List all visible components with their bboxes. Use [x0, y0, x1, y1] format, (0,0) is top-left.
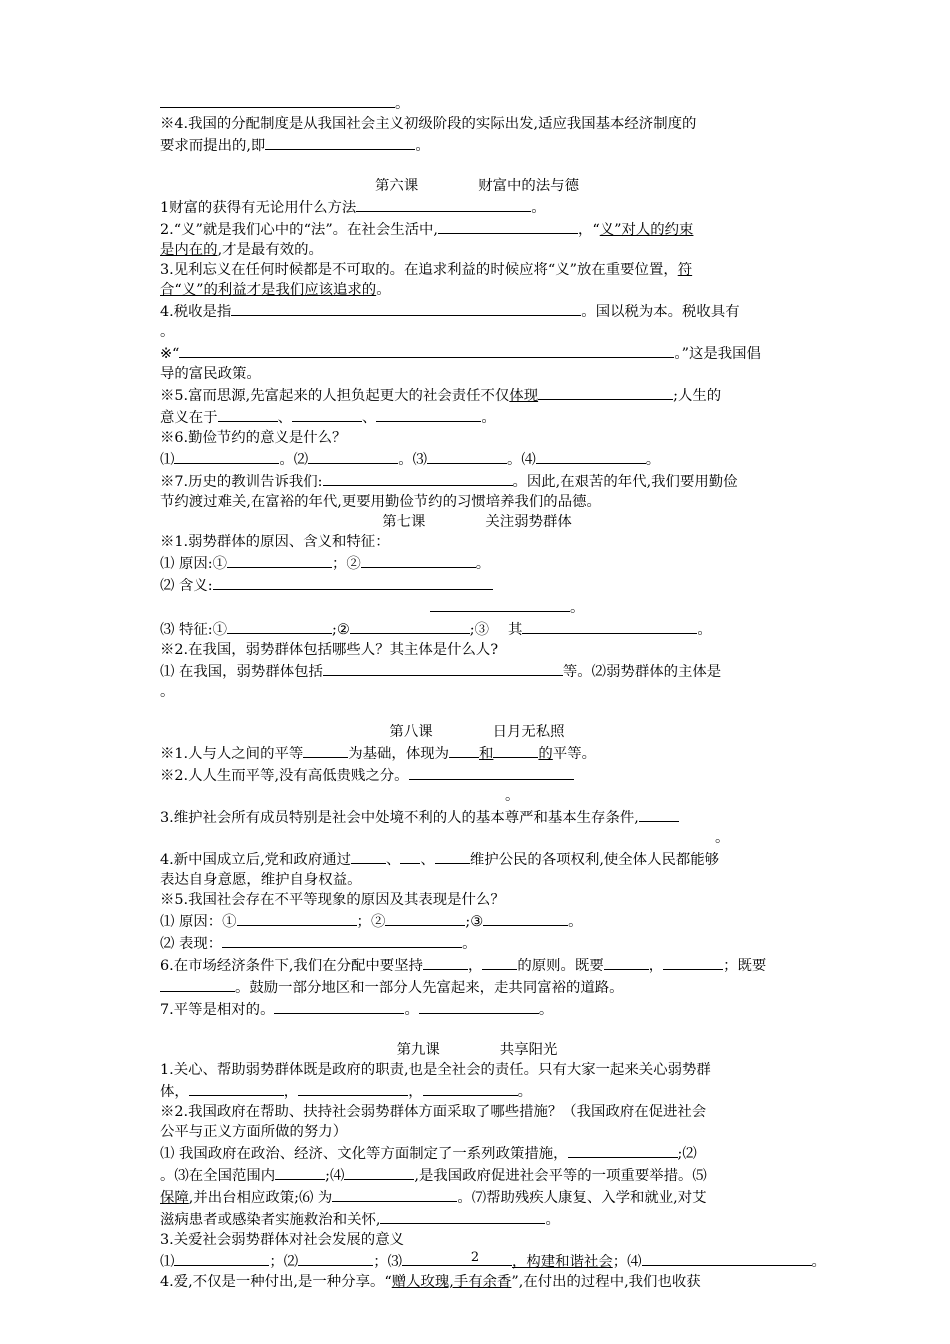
- fill-blank[interactable]: [189, 1080, 284, 1096]
- item-marker: ⑴: [160, 1254, 175, 1270]
- text: 、: [386, 852, 401, 868]
- fill-blank[interactable]: [218, 406, 278, 422]
- worksheet-body: [160, 92, 826, 1292]
- text-line: [160, 260, 794, 280]
- text: 特征:①: [178, 622, 227, 638]
- text-line: [160, 1272, 794, 1292]
- text: 。: [505, 788, 520, 804]
- underlined-text: 的: [538, 746, 553, 762]
- text: 3.关爱社会弱势群体对社会发展的意义: [160, 1232, 404, 1248]
- text-line: [160, 1060, 794, 1080]
- fill-blank[interactable]: [174, 448, 279, 464]
- text-line: [160, 492, 794, 512]
- underlined-text: 体现: [509, 388, 539, 404]
- lesson-number: 第九课: [396, 1042, 440, 1058]
- lesson-number: 第八课: [389, 724, 433, 740]
- text: 滋病患者或感染者实施救治和关怀,: [160, 1212, 381, 1228]
- text: 。: [715, 830, 730, 846]
- fill-blank[interactable]: [361, 552, 476, 568]
- text: ;⑵: [677, 1146, 697, 1162]
- text: ；⑷: [612, 1254, 642, 1270]
- fill-blank[interactable]: [213, 574, 493, 590]
- text: ※2.我国政府在帮助、扶持社会弱势群体方面采取了哪些措施？（我国政府在促进社会: [160, 1104, 707, 1120]
- fill-blank[interactable]: [604, 954, 649, 970]
- fill-blank[interactable]: [483, 910, 568, 926]
- fill-blank[interactable]: [344, 1164, 414, 1180]
- text: ；⑶: [373, 1254, 402, 1270]
- text-line: [160, 196, 794, 218]
- lesson-title: [160, 1040, 794, 1060]
- item-marker: ⑴: [160, 914, 179, 930]
- text-line: [160, 1164, 794, 1186]
- text: ；②: [332, 556, 361, 572]
- underlined-text: 合“义”的利益才是我们应该追求的: [160, 282, 377, 298]
- text: 。: [481, 410, 496, 426]
- text-line: [160, 682, 794, 702]
- text-line: [160, 1208, 794, 1230]
- text: 体，: [160, 1084, 189, 1100]
- lesson-name: 共享阳光: [499, 1042, 558, 1058]
- text: 。: [415, 138, 430, 154]
- fill-blank[interactable]: [292, 406, 362, 422]
- fill-blank[interactable]: [663, 954, 723, 970]
- text: 、: [277, 410, 292, 426]
- text-line: [160, 910, 794, 932]
- spacer: [160, 156, 794, 176]
- fill-blank[interactable]: [438, 218, 578, 234]
- lesson-title: [160, 512, 794, 532]
- text: 节约渡过难关,在富裕的年代,更要用勤俭节约的习惯培养我们的品德。: [160, 494, 601, 510]
- text: ;人生的: [673, 388, 722, 404]
- text-line: [160, 532, 794, 552]
- text: 4.爱,不仅是一种付出,是一种分享。“: [160, 1274, 392, 1290]
- fill-blank[interactable]: [274, 998, 404, 1014]
- text-line: [160, 218, 794, 240]
- lesson-number: 第六课: [375, 178, 419, 194]
- item-marker: ⑵: [160, 936, 179, 952]
- text: 。: [697, 622, 712, 638]
- text: 的原则。既要: [517, 958, 604, 974]
- fill-blank[interactable]: [400, 848, 420, 864]
- text-line: [160, 322, 794, 342]
- text: 公平与正义方面所做的努力）: [160, 1124, 348, 1140]
- text-line: [160, 870, 794, 890]
- text: ※1.弱势群体的原因、含义和特征：: [160, 534, 390, 550]
- fill-blank[interactable]: [237, 910, 357, 926]
- item-marker: ⑴: [160, 1146, 179, 1162]
- text: 在我国，弱势群体包括: [178, 664, 323, 680]
- fill-blank[interactable]: [493, 742, 538, 758]
- text: ;③ 其: [469, 622, 523, 638]
- text: 表达自身意愿，维护自身权益。: [160, 872, 362, 888]
- text: 、: [420, 852, 435, 868]
- fill-blank[interactable]: [536, 448, 646, 464]
- text: 等。⑵弱势群体的主体是: [562, 664, 722, 680]
- fill-blank[interactable]: [160, 976, 235, 992]
- text: 。: [811, 1254, 826, 1270]
- text-line: [160, 660, 794, 682]
- underlined-text: 是内在的: [160, 242, 218, 258]
- text: 。: [395, 96, 410, 112]
- fill-blank[interactable]: [298, 1080, 408, 1096]
- underlined-text: 义”对人的约束: [599, 222, 694, 238]
- fill-blank[interactable]: [356, 196, 531, 212]
- text: 为基础，体现为: [348, 746, 449, 762]
- text: 。: [517, 1084, 533, 1100]
- fill-blank[interactable]: [376, 406, 481, 422]
- text-line: [160, 574, 794, 596]
- text: 我国政府在政治、经济、文化等方面制定了一系列政策措施，: [178, 1146, 568, 1162]
- text: 。⑵: [279, 452, 309, 468]
- text: ；②: [356, 914, 386, 930]
- text-line: [160, 618, 794, 640]
- text: ,并出台相应政策;⑹ 为: [188, 1190, 333, 1206]
- text: 。: [376, 282, 391, 298]
- text: ;③: [465, 914, 484, 930]
- text: 。因此,在艰苦的年代,我们要用勤俭: [512, 474, 738, 490]
- text-line: [160, 596, 794, 618]
- text: 7.平等是相对的。: [160, 1002, 275, 1018]
- underlined-text: 赠人玫瑰,手有余香: [391, 1274, 512, 1290]
- text: 3.见利忘义在任何时候都是不可取的。在追求利益的时候应将“义”放在重要位置，: [160, 262, 678, 278]
- text: ;⑷: [325, 1168, 345, 1184]
- text-line: [160, 114, 794, 134]
- fill-blank[interactable]: [409, 764, 574, 780]
- text-line: [160, 954, 794, 976]
- lesson-title: [160, 176, 794, 196]
- text-line: [160, 448, 794, 470]
- text-line: [160, 976, 794, 998]
- fill-blank[interactable]: [351, 848, 386, 864]
- fill-blank[interactable]: [380, 1208, 545, 1224]
- fill-blank[interactable]: [482, 954, 517, 970]
- text: 3.维护社会所有成员特别是社会中处境不利的人的基本尊严和基本生存条件,: [160, 810, 639, 826]
- underlined-text: ，构建和谐社会: [512, 1254, 613, 1270]
- fill-blank[interactable]: [423, 1080, 518, 1096]
- fill-blank[interactable]: [385, 910, 465, 926]
- text-line: [160, 1142, 794, 1164]
- text: 6.在市场经济条件下,我们在分配中要坚持: [160, 958, 423, 974]
- fill-blank[interactable]: [350, 618, 470, 634]
- fill-blank[interactable]: [435, 848, 470, 864]
- text: 。”这是我国倡: [674, 346, 761, 362]
- text: 、: [361, 410, 377, 426]
- text: ，: [467, 958, 483, 974]
- text: ,才是最有效的。: [217, 242, 323, 258]
- text: 维护公民的各项权利,使全体人民都能够: [469, 852, 720, 868]
- text-line: [160, 470, 794, 492]
- text: 意义在于: [160, 410, 218, 426]
- text-line: [160, 342, 794, 364]
- fill-blank[interactable]: [303, 742, 348, 758]
- item-marker: ⑵: [160, 578, 179, 594]
- text: ，: [283, 1084, 299, 1100]
- text: ，: [408, 1084, 423, 1100]
- underlined-text: 保障: [160, 1190, 189, 1206]
- text: ※6.勤俭节约的意义是什么？: [160, 430, 347, 446]
- text-line: [160, 300, 794, 322]
- text: 。: [545, 1212, 560, 1228]
- fill-blank[interactable]: [323, 470, 513, 486]
- lesson-name: 关注弱势群体: [485, 514, 572, 530]
- fill-blank[interactable]: [323, 660, 563, 676]
- fill-blank[interactable]: [227, 618, 332, 634]
- text: 4.税收是指: [160, 304, 232, 320]
- text-line: [160, 1122, 794, 1142]
- text-line: [160, 1080, 794, 1102]
- text-line: [160, 848, 794, 870]
- text: ，: [648, 958, 664, 974]
- fill-blank[interactable]: [419, 998, 539, 1014]
- text: ※5.我国社会存在不平等现象的原因及其表现是什么？: [160, 892, 505, 908]
- fill-blank[interactable]: [332, 1186, 457, 1202]
- text: ；既要: [723, 958, 767, 974]
- text-line: [160, 364, 794, 384]
- fill-blank[interactable]: [160, 92, 395, 108]
- item-marker: ⑴: [160, 664, 179, 680]
- text-line: [160, 1230, 794, 1250]
- text: 。: [160, 684, 175, 700]
- lesson-name: 财富中的法与德: [478, 178, 579, 194]
- text: 。: [568, 914, 583, 930]
- text: 表现：: [178, 936, 223, 952]
- text: ※“: [160, 346, 180, 362]
- fill-blank[interactable]: [179, 342, 674, 358]
- text: ※2.人人生而平等,没有高低贵贱之分。: [160, 768, 409, 784]
- spacer: [160, 1020, 794, 1040]
- text: 原因:①: [178, 556, 227, 572]
- lesson-name: 日月无私照: [492, 724, 565, 740]
- text: ,是我国政府促进社会平等的一项重要举措。⑸: [414, 1168, 707, 1184]
- fill-blank[interactable]: [275, 1164, 325, 1180]
- text: 。: [462, 936, 477, 952]
- item-marker: ⑴: [160, 452, 175, 468]
- fill-blank[interactable]: [522, 618, 697, 634]
- text: 4.新中国成立后,党和政府通过: [160, 852, 351, 868]
- text-line: [160, 828, 794, 848]
- text-line: [160, 786, 794, 806]
- text: ※7.历史的教训告诉我们:: [160, 474, 323, 490]
- text: 。国以税为本。税收具有: [581, 304, 740, 320]
- text-line: [160, 998, 794, 1020]
- text: 。: [570, 600, 585, 616]
- text-line: [160, 92, 794, 114]
- text: ，“: [577, 222, 600, 238]
- text: 。⑷: [507, 452, 536, 468]
- text-line: [160, 932, 794, 954]
- text-line: [160, 406, 794, 428]
- text: 。⑺帮助残疾人康复、入学和就业,对艾: [457, 1190, 707, 1206]
- fill-blank[interactable]: [231, 300, 581, 316]
- text-line: [160, 640, 794, 660]
- text: 原因：①: [178, 914, 237, 930]
- item-marker: ⑶: [160, 622, 179, 638]
- text: 要求而提出的,即: [160, 138, 266, 154]
- text: 。鼓励一部分地区和一部分人先富起来，走共同富裕的道路。: [235, 980, 624, 996]
- fill-blank[interactable]: [265, 134, 415, 150]
- text: 。: [538, 1002, 554, 1018]
- lesson-title: [160, 722, 794, 742]
- text: ；⑵: [269, 1254, 299, 1270]
- text-line: [160, 280, 794, 300]
- underlined-text: 和: [479, 746, 494, 762]
- underlined-text: 符: [677, 262, 693, 278]
- text-line: [160, 134, 794, 156]
- fill-blank[interactable]: [222, 932, 462, 948]
- text-line: [160, 806, 794, 828]
- fill-blank[interactable]: [568, 1142, 678, 1158]
- text: 1财富的获得有无论用什么方法: [160, 200, 357, 216]
- text: ※4.我国的分配制度是从我国社会主义初级阶段的实际出发,适应我国基本经济制度的: [160, 116, 697, 132]
- item-marker: ⑴: [160, 556, 179, 572]
- text-line: [160, 764, 794, 786]
- text: 平等。: [552, 746, 596, 762]
- text: 。: [404, 1002, 419, 1018]
- text-line: [160, 552, 794, 574]
- fill-blank[interactable]: [538, 384, 673, 400]
- text: 含义:: [178, 578, 213, 594]
- text-line: [160, 890, 794, 910]
- text: ※5.富而思源,先富起来的人担负起更大的社会责任不仅: [160, 388, 510, 404]
- text: 2.“义”就是我们心中的“法”。在社会生活中,: [160, 222, 438, 238]
- page-number: 2: [470, 1250, 480, 1265]
- text: 。⑶: [398, 452, 427, 468]
- text: ※2.在我国，弱势群体包括哪些人？其主体是什么人?: [160, 642, 499, 658]
- spacer: [160, 702, 794, 722]
- text: 。⑶在全国范围内: [160, 1168, 276, 1184]
- fill-blank[interactable]: [449, 742, 479, 758]
- fill-blank[interactable]: [430, 596, 570, 612]
- text-line: [160, 384, 794, 406]
- text-line: [160, 1186, 794, 1208]
- text: ※1.人与人之间的平等: [160, 746, 304, 762]
- text: 。: [531, 200, 546, 216]
- text: ;②: [332, 622, 350, 638]
- text: 。: [160, 324, 175, 340]
- text: 1.关心、帮助弱势群体既是政府的职责,也是全社会的责任。只有大家一起来关心弱势群: [160, 1062, 711, 1078]
- fill-blank[interactable]: [308, 448, 398, 464]
- text-line: [160, 742, 794, 764]
- text-line: [160, 1102, 794, 1122]
- fill-blank[interactable]: [427, 448, 507, 464]
- text: 。: [475, 556, 491, 572]
- lesson-number: 第七课: [382, 514, 426, 530]
- text-line: [160, 428, 794, 448]
- fill-blank[interactable]: [639, 806, 679, 822]
- text-line: [160, 240, 794, 260]
- text: 。: [645, 452, 661, 468]
- fill-blank[interactable]: [423, 954, 468, 970]
- text: 导的富民政策。: [160, 366, 261, 382]
- text: ”,在付出的过程中,我们也收获: [511, 1274, 701, 1290]
- fill-blank[interactable]: [227, 552, 332, 568]
